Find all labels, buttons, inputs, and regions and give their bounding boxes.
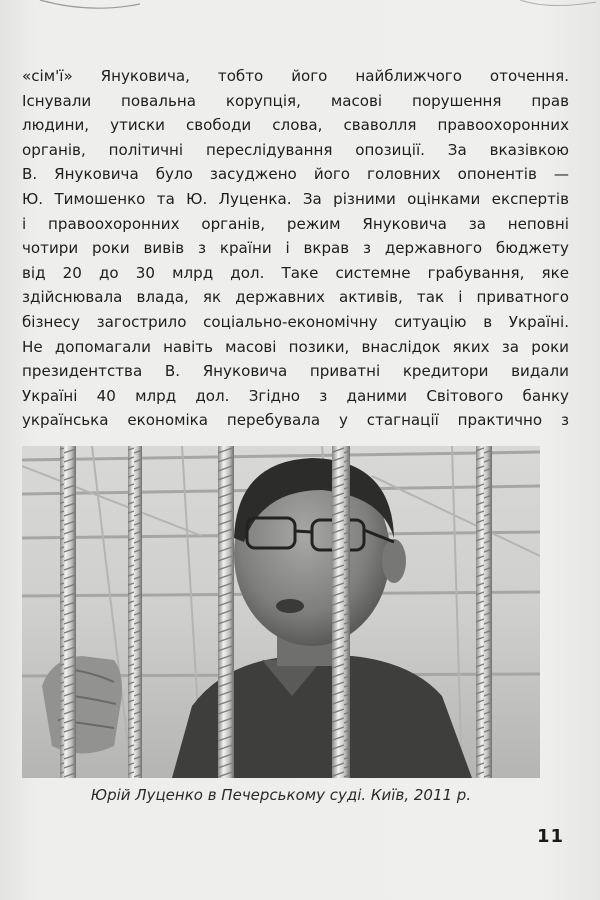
text-line: здійснювала влада, як державних активів, так і приватного [22,288,569,307]
body-text [22,64,569,433]
text-line: «сім'ї» Януковича, тобто його найближчого оточення. [22,67,569,85]
page-number: 11 [536,826,564,847]
text-line: Не допомагали навіть масові позики, внаслідок яких за роки [22,337,569,356]
text-line: В. Януковича було засуджено його головних опонентів — [22,165,569,184]
photo-caption: Юрій Луценко в Печерському суді. Київ, 2011 р. [90,786,472,804]
text-line: Україні 40 млрд дол. Згідно з даними Світового банку [22,386,569,405]
text-line: і правоохоронних органів, режим Януковича за неповні [22,214,569,233]
text-line: органів, політичні переслідування опозиції. За вказівкою [22,140,569,159]
text-line: президентства В. Януковича приватні кредитори видали [22,362,569,381]
photo-image [22,446,540,778]
text-line: людини, утиски свободи слова, сваволля правоохоронних [22,116,569,135]
text-line: чотири роки вивів з країни і вкрав з державного бюджету [22,239,569,258]
text-line: українська економіка перебувала у стагнації практично з [22,411,569,430]
courtroom-photo [22,446,540,778]
text-line: бізнесу загострило соціально-економічну ситуацію в Україні. [22,312,569,331]
text-line: Існували повальна корупція, масові порушення прав [22,91,569,110]
text-line: від 20 до 30 млрд дол. Таке системне грабування, яке [22,263,569,282]
page-edge-curl [0,0,600,22]
text-line: Ю. Тимошенко та Ю. Луценка. За різними оцінками експертів [22,189,569,208]
